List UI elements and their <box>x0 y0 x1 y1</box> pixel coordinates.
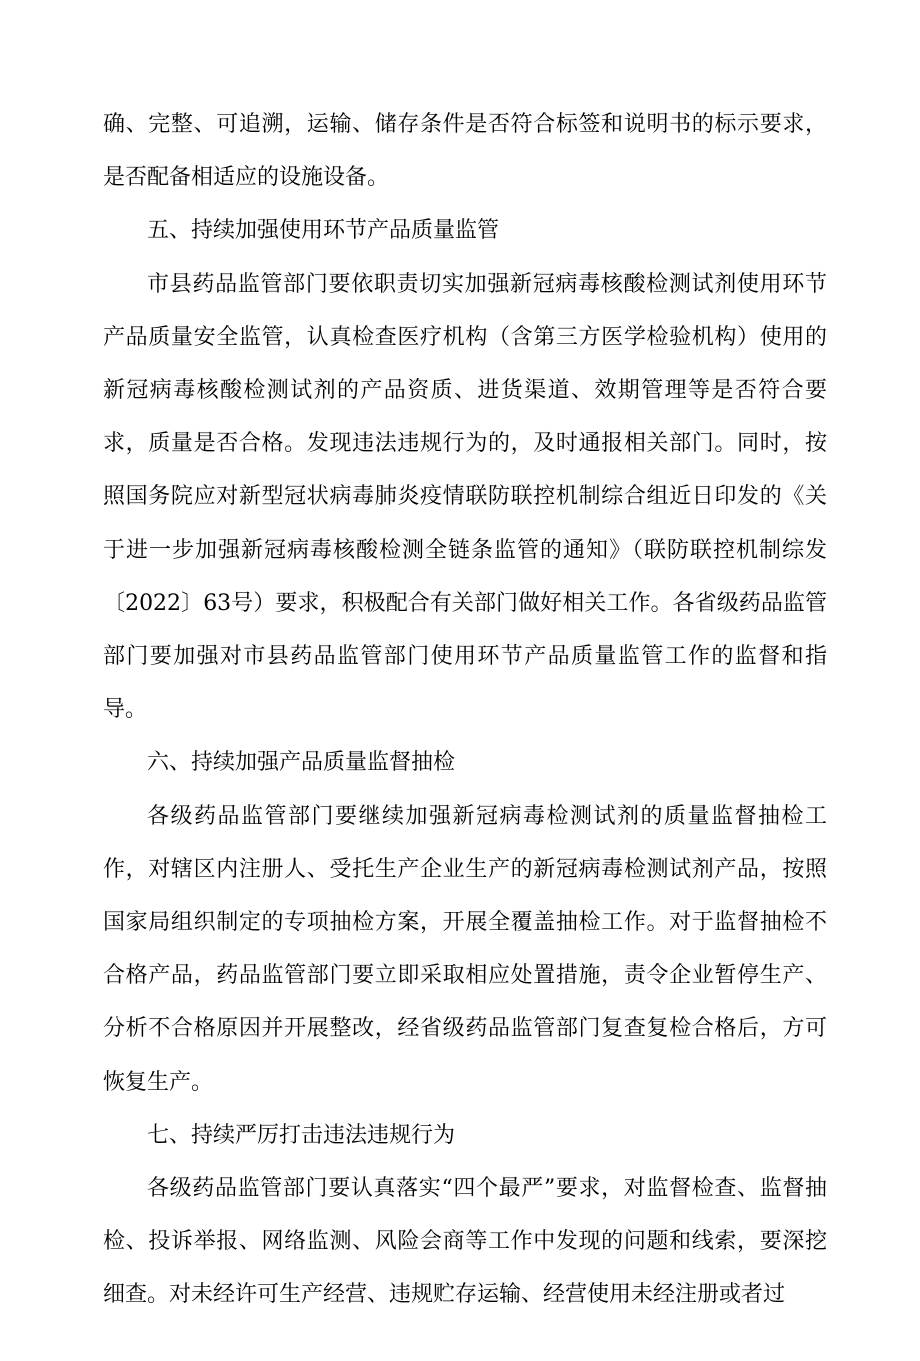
paragraph-section-7: 各级药品监管部门要认真落实“四个最严”要求，对监督检查、监督抽检、投诉举报、网络监测、风险会商等工作中发现的问题和线索，要深挖细查。对未经许可生产经营、违规贮存运输、经营使用未经注册或者过 <box>103 1176 827 1308</box>
paragraph-section-6: 各级药品监管部门要继续加强新冠病毒检测试剂的质量监督抽检工作，对辖区内注册人、受托生产企业生产的新冠病毒检测试剂产品，按照国家局组织制定的专项抽检方案，开展全覆盖抽检工作。对于监督抽检不合格产品，药品监管部门要立即采取相应处置措施，责令企业暂停生产、分析不合格原因并开展整改，经省级药品监管部门复查复检合格后，方可恢复生产。 <box>103 803 827 1095</box>
paragraph-continuation: 确、完整、可追溯，运输、储存条件是否符合标签和说明书的标示要求，是否配备相适应的设施设备。 <box>103 112 827 191</box>
section-heading-7: 七、持续严厉打击违法违规行为 <box>147 1122 456 1148</box>
paragraph-section-5: 市县药品监管部门要依职责切实加强新冠病毒核酸检测试剂使用环节产品质量安全监管，认真检查医疗机构（含第三方医学检验机构）使用的新冠病毒核酸检测试剂的产品资质、进货渠道、效期管理等是否符合要求，质量是否合格。发现违法违规行为的，及时通报相关部门。同时，按照国务院应对新型冠状病毒肺炎疫情联防联控机制综合组近日印发的《关于进一步加强新冠病毒核酸检测全链条监管的通知》（联防联控机制综发〔2022〕63号）要求，积极配合有关部门做好相关工作。各省级药品监管部门要加强对市县药品监管部门使用环节产品质量监管工作的监督和指导。 <box>103 271 827 723</box>
document-page <box>103 98 827 1322</box>
section-heading-5: 五、持续加强使用环节产品质量监管 <box>147 218 500 244</box>
section-heading-6: 六、持续加强产品质量监督抽检 <box>147 750 456 776</box>
